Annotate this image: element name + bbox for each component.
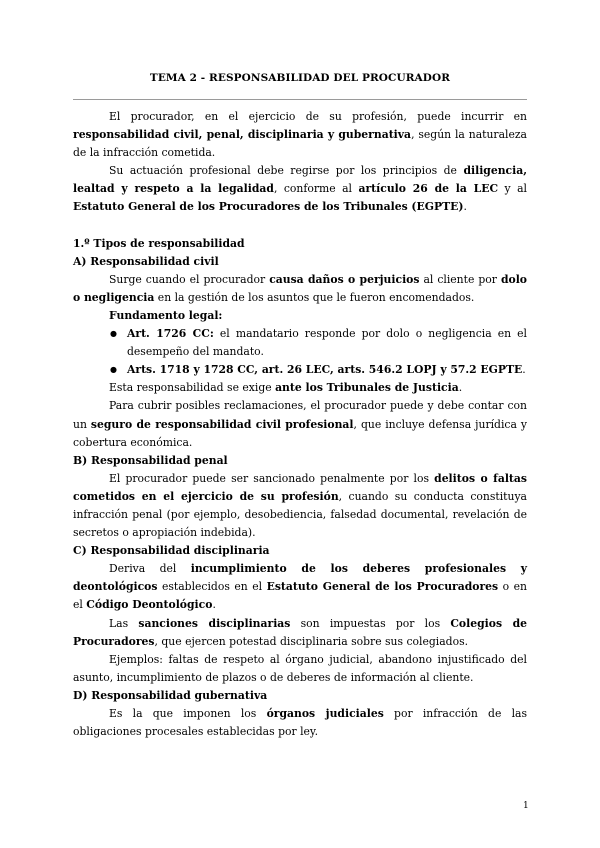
bold-text-run: Colegios de Procuradores xyxy=(73,616,528,648)
text-run: establecidos en el xyxy=(157,580,267,594)
bold-text-run: seguro de responsabilidad civil profesional xyxy=(90,417,354,431)
bold-text-run: artículo 26 de la LEC xyxy=(358,182,499,196)
civil-paragraph-1 xyxy=(73,271,527,307)
penal-paragraph-1 xyxy=(73,470,527,542)
bold-text-run: Código Deontológico xyxy=(86,598,213,612)
text-run: Deriva del xyxy=(109,562,191,576)
legal-basis-list xyxy=(73,325,527,379)
page-title: TEMA 2 - RESPONSABILIDAD DEL PROCURADOR xyxy=(149,72,451,84)
bold-text-run: Estatuto General de los Procuradores de los Tribunales (EGPTE) xyxy=(73,200,464,214)
bold-text-run: ante los Tribunales de Justicia xyxy=(275,381,459,395)
civil-paragraph-2 xyxy=(73,379,527,397)
text-run: Surge cuando el procurador xyxy=(109,272,270,286)
intro-paragraph-1 xyxy=(73,108,527,162)
bold-text-run: sanciones disciplinarias xyxy=(138,616,291,630)
bold-text-run: dolo o negligencia xyxy=(73,272,527,304)
text-run: son impuestas por los xyxy=(290,616,451,630)
text-run: . xyxy=(212,598,216,612)
text-run: , que incluye defensa jurídica y cobertura económica. xyxy=(73,417,527,449)
list-item xyxy=(127,325,527,361)
bold-text-run: delitos o faltas cometidos en el ejercicio de su profesión xyxy=(73,471,527,503)
disciplinaria-paragraph-1 xyxy=(73,560,527,614)
text-run: Las xyxy=(109,616,139,630)
text-run: , que ejercen potestad disciplinaria sobre sus colegiados. xyxy=(154,634,469,648)
spacer xyxy=(73,217,527,235)
text-run: en la gestión de los asuntos que le fueron encomendados. xyxy=(154,290,475,304)
bold-text-run: Arts. 1718 y 1728 CC, art. 26 LEC, arts. 546.2 LOPJ y 57.2 EGPTE xyxy=(127,363,523,377)
text-run: Es la que imponen los xyxy=(109,707,267,720)
list-item xyxy=(127,361,527,379)
penal-heading: B) Responsabilidad penal xyxy=(73,453,228,467)
page-number: 1 xyxy=(523,801,529,811)
text-run: , cuando su conducta constituya infracción penal (por ejemplo, desobediencia, falsedad documental, revelación de secretos o apropiación indebida). xyxy=(73,489,527,540)
text-run: , según la naturaleza de la infracción cometida. xyxy=(73,128,527,160)
text-run: . xyxy=(463,200,467,214)
text-run: y al xyxy=(498,182,527,196)
document-body xyxy=(73,108,527,741)
text-run: . xyxy=(458,381,463,395)
text-run: Para cubrir posibles reclamaciones, el procurador puede y debe contar con un xyxy=(73,399,527,431)
bold-text-run: Art. 1726 CC: xyxy=(127,327,214,341)
bold-text-run: causa daños o perjuicios xyxy=(269,272,420,286)
disciplinaria-paragraph-2 xyxy=(73,615,527,651)
gubernativa-heading: D) Responsabilidad gubernativa xyxy=(73,688,268,702)
title-divider xyxy=(73,99,527,100)
bold-text-run: diligencia, lealtad y respeto a la legalidad xyxy=(73,164,527,196)
text-run: El procurador, en el ejercicio de su profesión, puede incurrir en xyxy=(109,110,527,123)
bold-text-run: incumplimiento de los deberes profesionales y deontológicos xyxy=(73,562,527,594)
text-run: o en el xyxy=(73,580,527,612)
gubernativa-paragraph-1 xyxy=(73,705,527,741)
bold-text-run: responsabilidad civil, penal, disciplinaria y gubernativa xyxy=(73,128,412,142)
bold-text-run: Estatuto General de los Procuradores xyxy=(266,580,499,594)
text-run: , conforme al xyxy=(273,182,359,196)
disciplinaria-paragraph-3: Ejemplos: faltas de respeto al órgano judicial, abandono injustificado del asunto, incumplimiento de plazos o de deberes de información al cliente. xyxy=(73,652,527,684)
text-run: Esta responsabilidad se exige xyxy=(109,381,276,395)
fundamento-label: Fundamento legal: xyxy=(109,308,223,322)
bold-text-run: órganos judiciales xyxy=(266,707,384,720)
text-run: El procurador puede ser sancionado penalmente por los xyxy=(109,471,435,485)
intro-paragraph-2 xyxy=(73,162,527,216)
section-heading: 1.º Tipos de responsabilidad xyxy=(73,236,245,250)
text-run: el mandatario responde por dolo o negligencia en el desempeño del mandato. xyxy=(127,327,527,359)
civil-heading: A) Responsabilidad civil xyxy=(73,254,219,268)
civil-paragraph-3 xyxy=(73,397,527,451)
disciplinaria-heading: C) Responsabilidad disciplinaria xyxy=(73,544,270,558)
text-run: . xyxy=(522,363,526,377)
text-run: Su actuación profesional debe regirse por los principios de xyxy=(109,164,464,178)
text-run: al cliente por xyxy=(419,272,501,286)
text-run: por infracción de las obligaciones procesales establecidas por ley. xyxy=(73,707,527,739)
